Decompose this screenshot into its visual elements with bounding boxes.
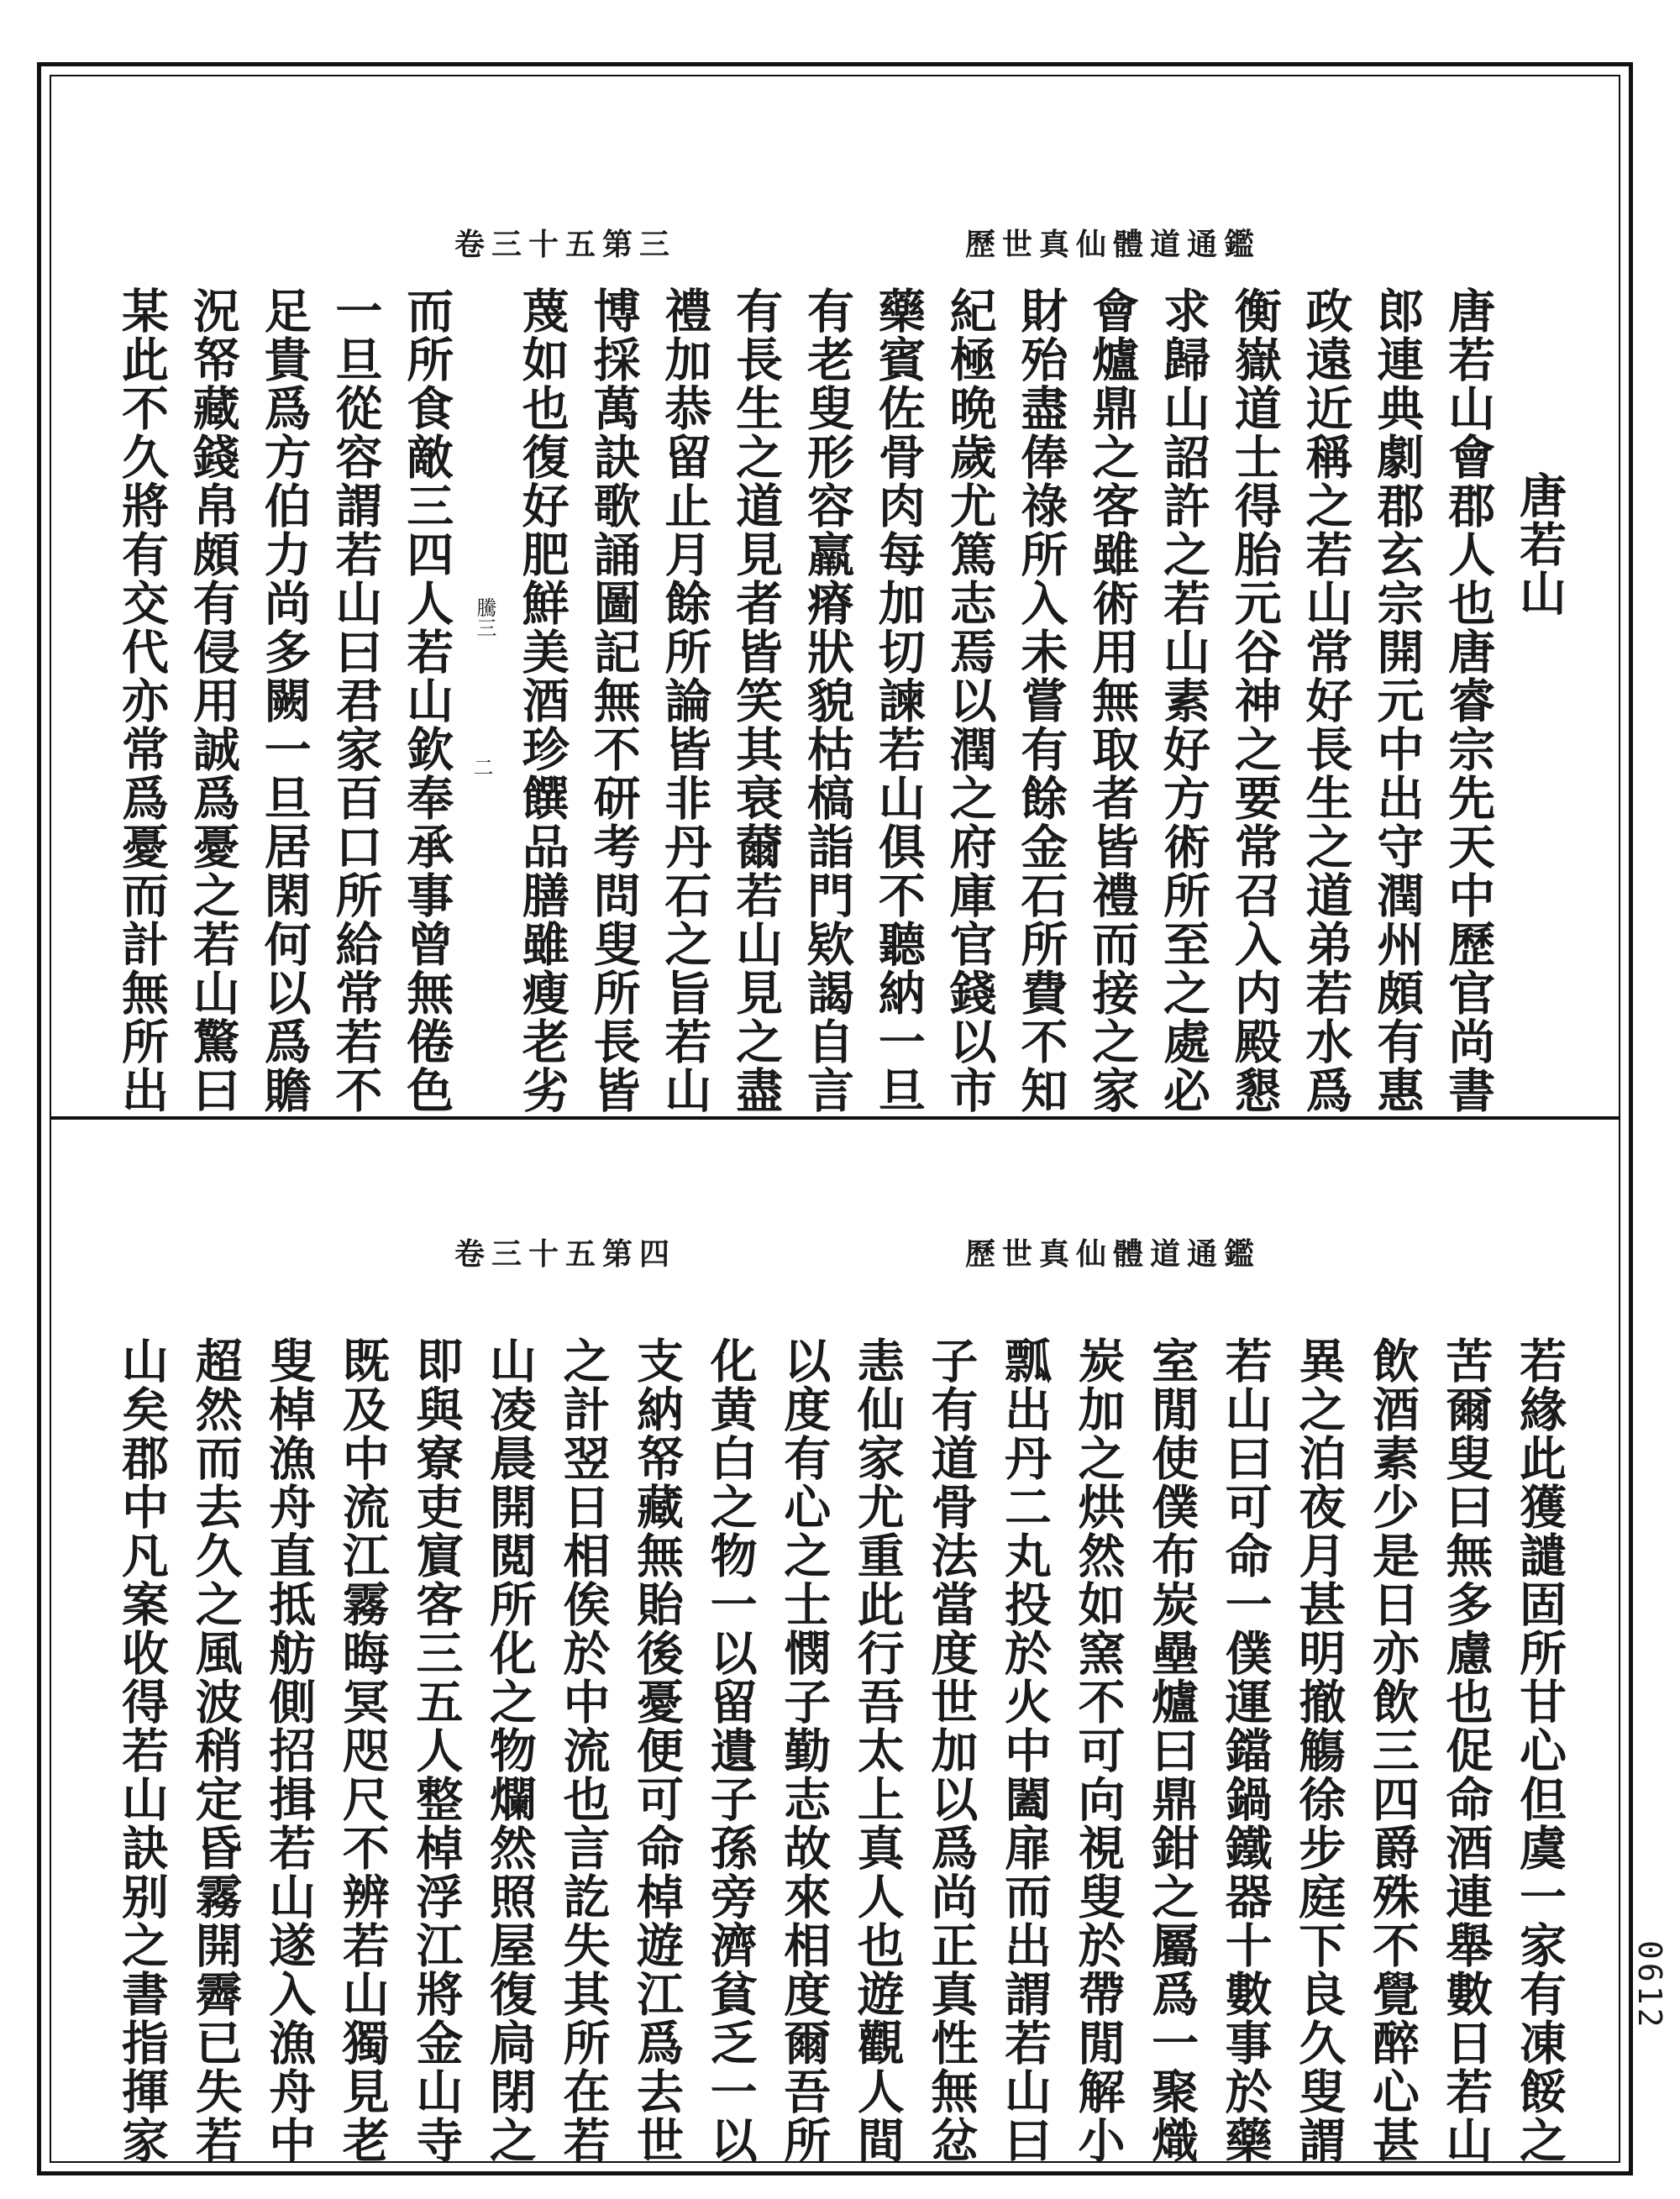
top-page [68,93,1614,1115]
text-column: 財殆盡俸祿所入未嘗有餘金石所費不知 [1013,286,1069,1115]
text-column: 炭加之烘然如窯不可向視叟於帶閒解小 [1070,1336,1126,2165]
text-column: 一旦從容謂若山曰君家百口所給常若不 [328,286,384,1115]
text-column: 支納帑藏無貽後憂便可命棹遊江爲去世 [629,1336,685,2165]
text-column: 飲酒素少是日亦飲三四爵殊不覺醉心甚 [1364,1336,1420,2165]
text-column: 山凌晨開閲所化之物爛然照屋復扃閉之 [481,1336,538,2165]
margin-note: 二 [470,757,493,777]
top-header-volume: 卷三十五第三 [454,227,677,262]
text-column: 恚仙家尤重此行吾太上真人也遊觀人間 [849,1336,906,2165]
page-number: 0612 [1631,1940,1668,2031]
text-column: 室閒使僕布炭壘爐曰鼎鉗之屬爲一聚熾 [1144,1336,1200,2165]
text-column: 叟棹漁舟直抵舫側招揖若山遂入漁舟中 [261,1336,318,2165]
text-column: 山矣郡中凡案收得若山訣别之書指揮家 [114,1336,170,2165]
text-column: 博採萬訣歌誦圖記無不研考問叟所長皆 [585,286,642,1115]
text-column: 瓢出丹二丸投於火中闔扉而出謂若山曰 [996,1336,1053,2165]
text-column: 之計翌日相俟於中流也言訖失其所在若 [555,1336,612,2165]
text-column: 政遠近稱之若山常好長生之道弟若水爲 [1298,286,1354,1115]
text-column: 唐若山會郡人也唐睿宗先天中歷官尚書 [1441,286,1497,1115]
bottom-text-columns [114,1336,1567,2165]
text-column: 郎連典劇郡玄宗開元中出守潤州頗有惠 [1369,286,1425,1115]
text-column: 即與寮吏賔客三五人整棹浮江將金山寺 [408,1336,465,2165]
text-column: 求歸山詔許之若山素好方術所至之處必 [1155,286,1211,1115]
text-column: 某此不久將有交代亦常爲憂而計無所出 [114,286,170,1115]
text-column: 有長生之道見者皆笑其衰薾若山見之盡 [728,286,785,1115]
text-column: 苦爾叟曰無多慮也促命酒連舉數日若山 [1438,1336,1494,2165]
bottom-header [454,1231,1261,1273]
text-column: 若山曰可命一僕運鐺鍋鐵器十數事於藥 [1217,1336,1273,2165]
bottom-page [68,1126,1614,2165]
bottom-header-book: 歷世真仙體道通鑑 [964,1236,1261,1272]
text-column: 足貴爲方伯力尚多闕一旦居閑何以爲贍 [256,286,312,1115]
bottom-header-volume: 卷三十五第四 [454,1236,677,1272]
text-column: 蔑如也復好肥鮮美酒珍饌品膳雖瘦老劣 [514,286,570,1115]
text-column: 異之泊夜月甚明撤觴徐步庭下良久叟謂 [1291,1336,1347,2165]
text-column: 而所食敵三四人若山欽奉承事曾無倦色 [399,286,455,1115]
page-frame [37,62,1633,2175]
text-column: 會爐鼎之客雖術用無取者皆禮而接之家 [1084,286,1141,1115]
margin-note: 騰三 [472,597,496,638]
text-column: 唐若山 [1511,471,1567,617]
text-column: 禮加恭留止月餘所論皆非丹石之旨若山 [657,286,713,1115]
text-column: 紀極晩歲尤篤志焉以潤之府庫官錢以市 [942,286,998,1115]
text-column: 有老叟形容羸瘠狀貌枯槁詣門欵謁自言 [799,286,855,1115]
text-column: 化黄白之物一以留遺子孫旁濟貧乏一以 [702,1336,759,2165]
top-text-columns [114,286,1567,1115]
text-column: 子有道骨法當度世加以爲尚正真性無忿 [923,1336,979,2165]
text-column: 以度有心之士憫子勤志故來相度爾吾所 [776,1336,832,2165]
text-column: 既及中流江霧晦冥咫尺不辨若山獨見老 [334,1336,391,2165]
text-column: 超然而去久之風波稍定昏霧開霽已失若 [187,1336,244,2165]
top-header-book: 歷世真仙體道通鑑 [964,227,1261,262]
page-divider [51,1116,1619,1120]
text-column: 藥賓佐骨肉每加切諫若山俱不聽納一旦 [870,286,927,1115]
text-column: 況帑藏錢帛頗有侵用誠爲憂之若山驚曰 [185,286,241,1115]
page-frame-inner [50,75,1620,2163]
text-column: 若緣此獲譴固所甘心但虞一家有凍餒之 [1511,1336,1567,2165]
text-column: 衡嶽道士得胎元谷神之要常召入内殿懇 [1226,286,1283,1115]
top-header [454,221,1261,264]
